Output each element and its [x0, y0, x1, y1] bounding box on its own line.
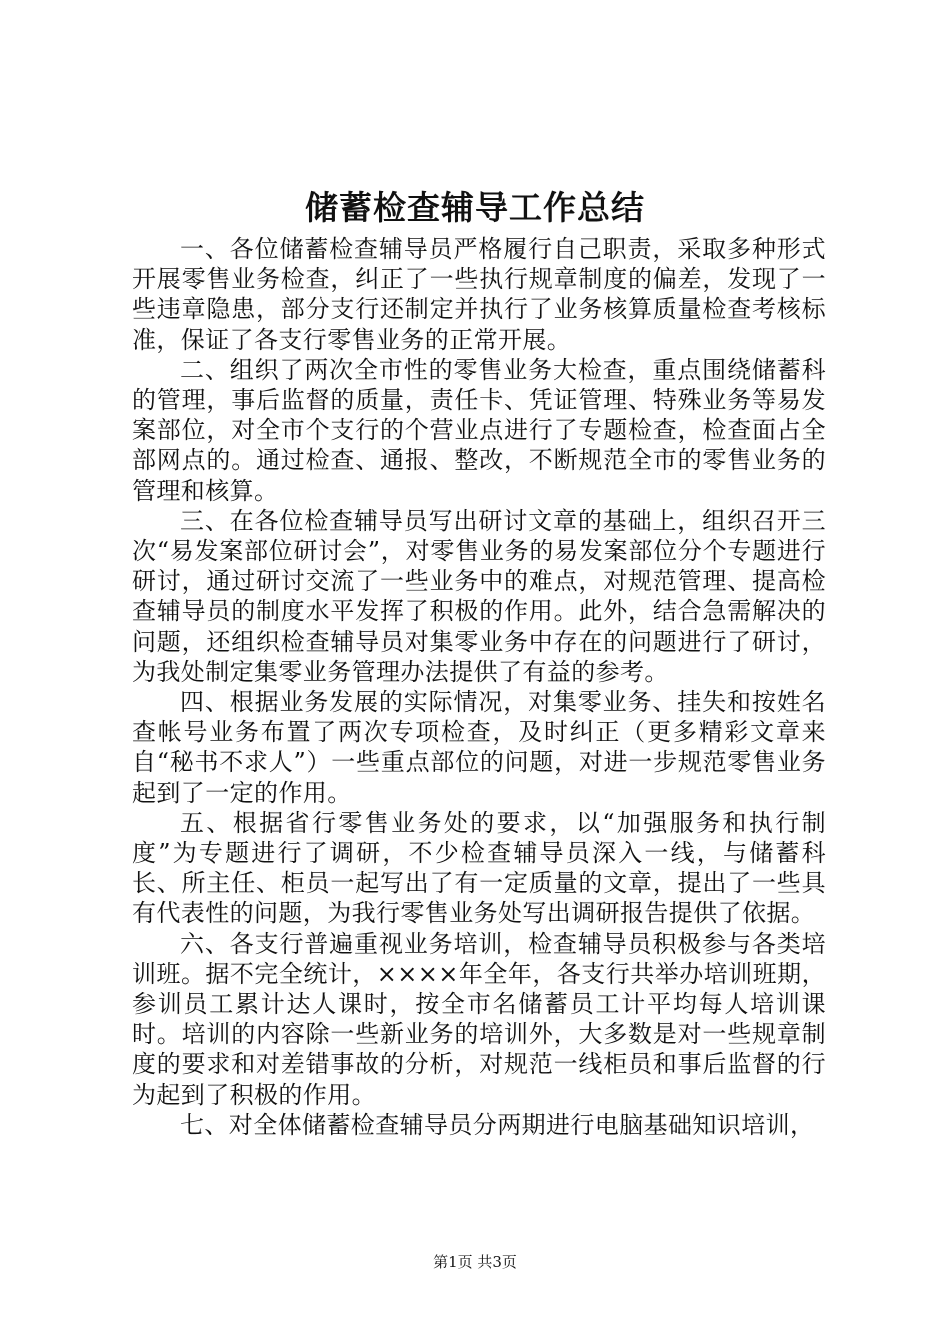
document-body — [132, 234, 826, 1140]
document-title: 储蓄检查辅导工作总结 — [305, 188, 645, 227]
paragraph-4: 四、根据业务发展的实际情况，对集零业务、挂失和按姓名查帐号业务布置了两次专项检查，及时纠正（更多精彩文章来自“秘书不求人”）一些重点部位的问题，对进一步规范零售业务起到了一定的作用。 — [132, 688, 826, 807]
paragraph-2: 二、组织了两次全市性的零售业务大检查，重点围绕储蓄科的管理，事后监督的质量，责任卡、凭证管理、特殊业务等易发案部位，对全市个支行的个营业点进行了专题检查，检查面占全部网点的。通过检查、通报、整改，不断规范全市的零售业务的管理和核算。 — [132, 355, 826, 505]
paragraph-1: 一、各位储蓄检查辅导员严格履行自己职责，采取多种形式开展零售业务检查，纠正了一些执行规章制度的偏差，发现了一些违章隐患，部分支行还制定并执行了业务核算质量检查考核标准，保证了各支行零售业务的正常开展。 — [132, 235, 826, 354]
paragraph-5: 五、根据省行零售业务处的要求，以“加强服务和执行制度”为专题进行了调研，不少检查辅导员深入一线，与储蓄科长、所主任、柜员一起写出了有一定质量的文章，提出了一些具有代表性的问题，为我行零售业务处写出调研报告提供了依据。 — [132, 808, 826, 928]
paragraph-3: 三、在各位检查辅导员写出研讨文章的基础上，组织召开三次“易发案部位研讨会”，对零售业务的易发案部位分个专题进行研讨，通过研讨交流了一些业务中的难点，对规范管理、提高检查辅导员的制度水平发挥了积极的作用。此外，结合急需解决的问题，还组织检查辅导员对集零业务中存在的问题进行了研讨，为我处制定集零业务管理办法提供了有益的参考。 — [132, 506, 826, 686]
page-number-footer: 第1页 共3页 — [433, 1253, 517, 1271]
paragraph-7: 七、对全体储蓄检查辅导员分两期进行电脑基础知识培训， — [180, 1110, 815, 1139]
paragraph-6: 六、各支行普遍重视业务培训，检查辅导员积极参与各类培训班。据不完全统计，××××年全年，各支行共举办培训班期，参训员工累计达人课时，按全市名储蓄员工计平均每人培训课时。培训的内容除一些新业务的培训外，大多数是对一些规章制度的要求和对差错事故的分析，对规范一线柜员和事后监督的行为起到了积极的作用。 — [132, 929, 826, 1109]
